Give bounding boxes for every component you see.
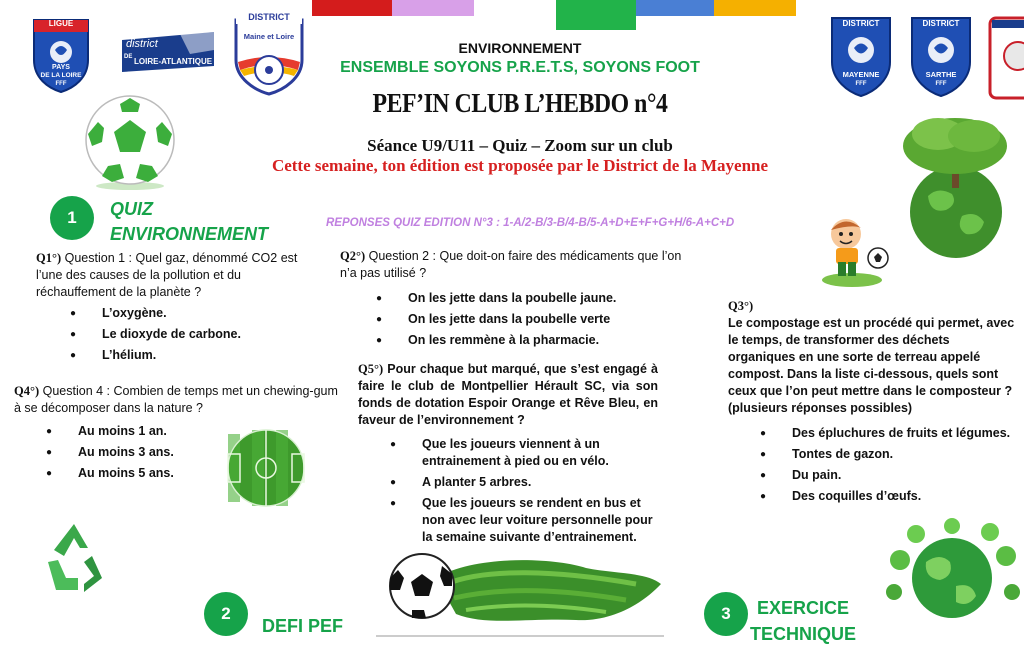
section-3-badge: 3 <box>704 592 748 636</box>
page-title: PEF’IN CLUB L’HEBDO n°4 <box>372 88 668 118</box>
section-3-label-line1: EXERCICE <box>756 598 850 618</box>
header-environnement: ENVIRONNEMENT <box>458 40 582 56</box>
list-item: ● On les jette dans la poubelle verte <box>376 311 676 328</box>
list-item: ● Que les joueurs se rendent en bus et non avec leur voiture personnelle pour la semaine suivante d’entrainement. <box>390 495 660 546</box>
list-item: ● Des coquilles d’œufs. <box>760 488 1020 505</box>
question-5-text: Pour chaque but marqué, que s’est engagé à faire le club de Montpellier Hérault SC, via son fonds de dotation Espoir Orange et Rêve Bleu, en faveur de l’environnement ? <box>358 362 658 427</box>
list-item: ● A planter 5 arbres. <box>390 474 660 491</box>
question-1-options <box>70 305 290 368</box>
district-maine-et-loire-logo <box>232 12 306 96</box>
district-sarthe-top: DISTRICT <box>922 19 960 28</box>
district-sarthe-name: SARTHE <box>925 70 957 79</box>
question-4-text: Question 4 : Combien de temps met un chewing-gum à se décomposer dans la nature ? <box>14 384 338 415</box>
question-5-number: Q5°) <box>358 362 384 376</box>
section-1-badge: 1 <box>50 196 94 240</box>
edition-note: Cette semaine, ton édition est proposée par le District de la Mayenne <box>271 156 769 175</box>
district-loire-atlantique-logo <box>120 30 216 74</box>
district-mayenne-name: MAYENNE <box>842 70 880 79</box>
question-2-number: Q2°) <box>340 249 366 263</box>
district-la-bottom: LOIRE-ATLANTIQUE <box>134 57 213 66</box>
color-bar-segment <box>392 0 474 16</box>
football-pitch-ball-illustration <box>226 428 306 508</box>
question-1-number: Q1°) <box>36 251 62 265</box>
list-item: ● Tontes de gazon. <box>760 446 1020 463</box>
district-mayenne-fff: FFF <box>855 81 867 87</box>
section-2-badge: 2 <box>204 592 248 636</box>
question-5 <box>358 361 658 429</box>
recycle-icon <box>44 516 104 604</box>
question-2-text: Question 2 : Que doit-on faire des médicaments que l’on n’a pas utilisé ? <box>340 249 682 280</box>
section-2-label: DEFI PEF <box>262 616 344 636</box>
kid-footballer-illustration <box>818 212 892 288</box>
question-5-options <box>390 436 660 550</box>
tree-globe-illustration <box>898 112 1014 260</box>
ligue-logo-bottom: DE LA LOIRE <box>40 72 82 79</box>
list-item: ● On les jette dans la poubelle jaune. <box>376 290 676 307</box>
list-item: ● L’hélium. <box>70 347 290 364</box>
color-bar-segment <box>714 0 796 16</box>
list-item: ● L’oxygène. <box>70 305 290 322</box>
color-bar-segment <box>556 0 636 30</box>
seance-subtitle: Séance U9/U11 – Quiz – Zoom sur un club <box>367 136 673 155</box>
question-4 <box>14 383 344 417</box>
list-item: ● Du pain. <box>760 467 1020 484</box>
section-1-label-line2: ENVIRONNEMENT <box>110 224 269 244</box>
list-item: ● On les remmène à la pharmacie. <box>376 332 676 349</box>
district-mayenne-logo <box>828 14 894 98</box>
color-bar-segment <box>312 0 392 16</box>
district-la-top: district <box>126 38 158 50</box>
header-ensemble-slogan: ENSEMBLE SOYONS P.R.E.T.S, SOYONS FOOT <box>340 59 700 76</box>
question-3 <box>728 298 1018 417</box>
soccer-ball-illustration <box>82 94 178 190</box>
list-item: ● Des épluchures de fruits et légumes. <box>760 425 1020 442</box>
question-3-number: Q3°) <box>728 299 754 313</box>
district-ml-name: Maine et Loire <box>243 32 295 41</box>
question-2 <box>340 248 692 282</box>
question-1-text: Question 1 : Quel gaz, dénommé CO2 est l’une des causes de la pollution et du réchauffement de la planète ? <box>36 251 298 299</box>
district-sarthe-logo <box>908 14 974 98</box>
ligue-logo-fff: FFF <box>55 81 67 87</box>
district-la-de: DE <box>124 54 133 60</box>
eco-globe-illustration <box>886 516 1020 620</box>
list-item: ● Le dioxyde de carbone. <box>70 326 290 343</box>
color-bar-segment <box>636 0 714 16</box>
list-item: ● Au moins 3 ans. <box>46 444 246 461</box>
question-3-options <box>760 425 1020 509</box>
question-4-number: Q4°) <box>14 384 40 398</box>
section-1-label-line1: QUIZ <box>110 199 153 219</box>
section-3-label-line2: TECHNIQUE <box>749 624 856 644</box>
question-2-options <box>376 290 676 353</box>
ligue-logo-top: LIGUE <box>48 19 74 28</box>
district-ml-top: DISTRICT <box>248 12 290 22</box>
ball-on-grass-illustration <box>376 548 666 640</box>
previous-quiz-answers: REPONSES QUIZ EDITION N°3 : 1-A/2-B/3-B/4-B/5-A+D+E+F+G+H/6-A+C+D <box>326 217 735 229</box>
color-bar-segment <box>474 0 554 16</box>
partial-club-crest <box>988 16 1024 100</box>
question-4-options <box>46 423 246 486</box>
question-3-text: Le compostage est un procédé qui permet, avec le temps, de transformer des déchets organiques en une sorte de terreau appelé compost. Dans la liste ci-dessous, quels sont ceux que l’on peut mettre dans le composteur ? (plusieurs réponses possibles) <box>728 316 1015 415</box>
list-item: ● Au moins 5 ans. <box>46 465 246 482</box>
district-mayenne-top: DISTRICT <box>842 19 880 28</box>
ligue-logo-mid: PAYS <box>52 64 70 71</box>
list-item: ● Au moins 1 an. <box>46 423 246 440</box>
question-1 <box>36 250 304 301</box>
district-sarthe-fff: FFF <box>935 81 947 87</box>
list-item: ● Que les joueurs viennent à un entrainement à pied ou en vélo. <box>390 436 660 470</box>
ligue-pays-de-la-loire-logo <box>30 16 92 94</box>
